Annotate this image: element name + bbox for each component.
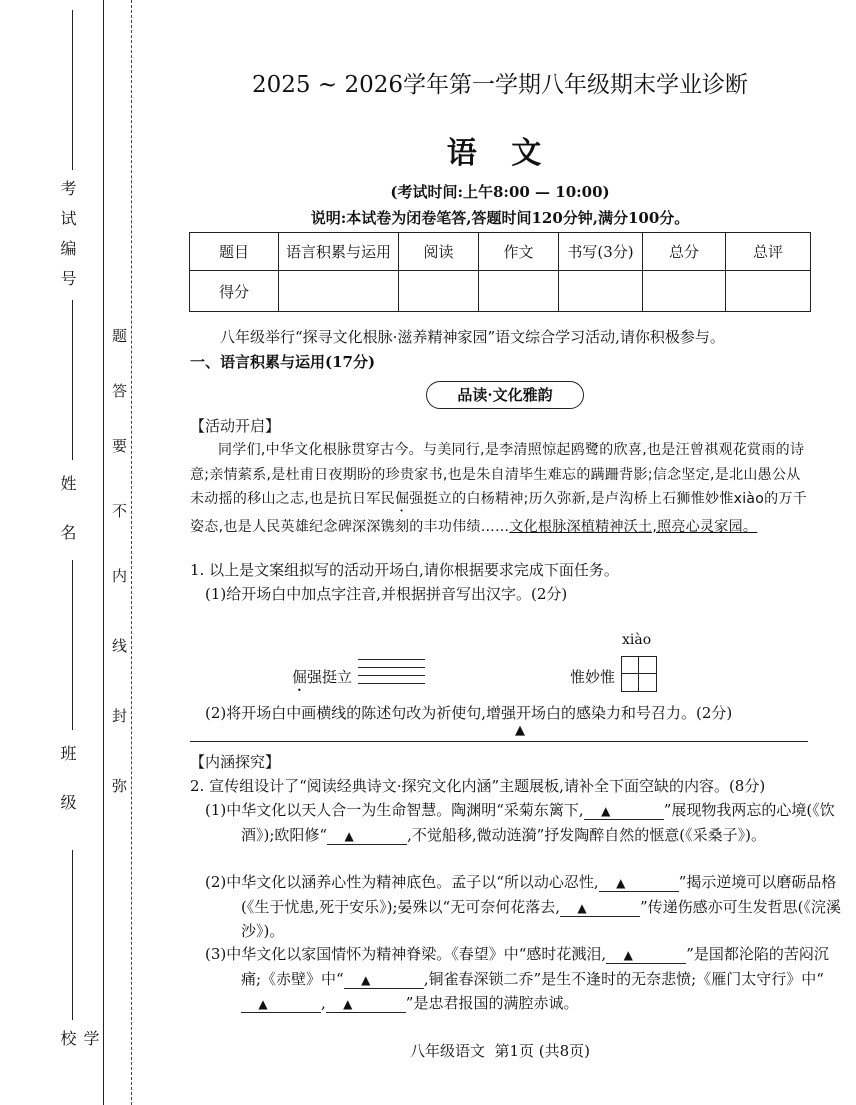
answer-line[interactable] [190, 741, 808, 742]
school-label: 学 校 [58, 1030, 100, 1060]
exam-time: (考试时间:上午8:00 — 10:00) [390, 183, 610, 201]
question-1-1: (1)给开场白中加点字注音,并根据拼音写出汉字。(2分) [205, 585, 568, 603]
seal-char: 封 [112, 707, 128, 725]
seal-char: 不 [112, 502, 128, 520]
blank-field[interactable] [344, 972, 424, 989]
banner-text: 品读·文化雅韵 [457, 386, 553, 404]
blank-field[interactable] [326, 996, 406, 1013]
activity-open-heading: 【活动开启】 [190, 417, 281, 435]
q2-1-text-c: ,不觉船移,微动涟漪”抒发陶醉自然的惬意(《采桑子》)。 [407, 825, 766, 844]
word-rest: 强挺立 [307, 668, 353, 686]
q2-3-text-b: ”是国都沦陷的苦闷沉痛;《赤壁》中“ [241, 945, 829, 988]
class-blank [72, 560, 73, 730]
pinyin-label: xiào [622, 632, 652, 648]
table-header-cell: 作文 [479, 233, 559, 271]
seal-char: 线 [112, 637, 128, 655]
class-label: 班 级 [58, 745, 77, 825]
passage-text-cont: 强挺立的白杨精神;历久弥新,是卢沟桥上石狮惟妙惟xiào的万千姿态,也是人民英雄纪念碑深深镌刻的丰功伟绩…… [190, 491, 808, 535]
table-header-cell: 语言积累与运用 [279, 233, 399, 271]
underlined-sentence: 文化根脉深植精神沃土,照亮心灵家园。 [509, 519, 758, 535]
table-header-cell: 题目 [190, 233, 279, 271]
question-2-2 [205, 870, 846, 944]
score-table-header-row [190, 233, 811, 271]
score-cell[interactable] [559, 271, 643, 312]
name-blank [72, 300, 73, 460]
score-cell[interactable] [479, 271, 559, 312]
question-2-1 [205, 798, 846, 847]
answer-triangle: ▲ [623, 948, 633, 962]
seal-char: 内 [112, 567, 128, 585]
q2-2-text-b: ”揭示逆境可以磨砺品格(《生于忧患,死于安乐》);晏殊以“无可奈何花落去, [241, 873, 837, 916]
question-1: 1. 以上是文案组拟写的活动开场白,请你根据要求完成下面任务。 [190, 561, 619, 579]
blank-field[interactable] [560, 900, 640, 917]
q2-3-text-d: , [321, 994, 326, 1012]
q2-2-text-c: ”传递伤感亦可生发哲思(《浣溪沙》)。 [241, 897, 841, 940]
question-1-2: (2)将开场白中画横线的陈述句改为祈使句,增强开场白的感染力和号召力。(2分) [205, 704, 733, 722]
answer-triangle: ▲ [343, 997, 353, 1011]
score-table-score-row [190, 271, 811, 312]
pinyin-item-2-word: 惟妙惟 [570, 668, 616, 686]
dotted-character: 倔 [394, 491, 410, 507]
blank-field[interactable] [599, 875, 679, 892]
score-row-label: 得分 [190, 271, 279, 312]
pinyin-item-1-word [292, 665, 352, 695]
passage-text: 同学们,中华文化根脉贯穿古今。与美同行,是李清照惊起鸥鹭的欣喜,也是汪曾祺观花赏雨的诗意;亲情萦系,是杜甫日夜期盼的珍贵家书,也是朱自清毕生难忘的蹒跚背影;信念坚定,是北山愚公从未动摇的移山之志,也是抗日军民 [190, 442, 805, 507]
score-cell[interactable] [399, 271, 479, 312]
page-footer: 八年级语文 第1页 (共8页) [409, 1042, 591, 1060]
answer-triangle: ▲ [258, 997, 268, 1011]
explore-heading: 【内涵探究】 [190, 753, 281, 771]
exam-instructions: 说明:本试卷为闭卷笔答,答题时间120分钟,满分100分。 [310, 209, 690, 227]
seal-char: 弥 [112, 777, 128, 795]
section-banner [426, 381, 584, 409]
q2-3-text-a: (3)中华文化以家国情怀为精神脊梁。《春望》中“感时花溅泪, [205, 945, 607, 963]
exam-number-label: 考试编号 [58, 180, 77, 300]
pinyin-answer-lines[interactable] [358, 657, 425, 685]
q2-1-text-a: (1)中华文化以天人合一为生命智慧。陶渊明“采菊东篱下, [205, 801, 584, 819]
seal-char: 题 [112, 327, 128, 345]
subject-title: 语 文 [446, 136, 554, 171]
score-cell[interactable] [279, 271, 399, 312]
q2-2-text-a: (2)中华文化以涵养心性为精神底色。孟子以“所以动心忍性, [205, 873, 599, 891]
table-header-cell: 书写(3分) [559, 233, 643, 271]
blank-field[interactable] [241, 996, 321, 1013]
score-cell[interactable] [726, 271, 811, 312]
character-writing-box[interactable] [621, 656, 657, 692]
seal-char: 答 [112, 382, 128, 400]
table-header-cell: 总分 [643, 233, 726, 271]
blank-field[interactable] [606, 947, 686, 964]
name-label: 姓 名 [58, 475, 77, 555]
score-table [189, 232, 811, 312]
seal-char: 要 [112, 437, 128, 455]
q2-1-text-b: ”展现物我两忘的心境(《饮酒》);欧阳修“ [241, 801, 835, 844]
table-header-cell: 阅读 [399, 233, 479, 271]
question-2-3 [205, 942, 846, 1016]
exam-title: 2025 ~ 2026学年第一学期八年级期末学业诊断 [252, 72, 748, 98]
binding-line-solid [103, 0, 104, 1105]
school-blank [72, 850, 73, 1020]
answer-triangle: ▲ [361, 972, 371, 987]
q2-3-text-e: ”是忠君报国的满腔赤诚。 [405, 994, 579, 1012]
table-header-cell: 总评 [726, 233, 811, 271]
answer-triangle: ▲ [515, 723, 525, 738]
answer-triangle: ▲ [344, 828, 354, 843]
exam-number-blank [72, 10, 73, 170]
intro-text: 八年级举行“探寻文化根脉·滋养精神家园”语文综合学习活动,请你积极参与。 [220, 328, 725, 346]
answer-triangle: ▲ [601, 804, 611, 818]
opening-passage [190, 438, 810, 540]
answer-triangle: ▲ [577, 900, 587, 915]
answer-triangle: ▲ [616, 876, 626, 890]
question-2: 2. 宣传组设计了“阅读经典诗文·探究文化内涵”主题展板,请补全下面空缺的内容。(8分) [190, 777, 766, 795]
q2-3-text-c: ,铜雀春深锁二乔”是生不逢时的无奈悲愤;《雁门太守行》中“ [423, 969, 824, 988]
section1-title: 一、语言积累与运用(17分) [190, 353, 376, 371]
dotted-character: 倔 [292, 668, 308, 686]
blank-field[interactable] [327, 828, 407, 845]
score-cell[interactable] [643, 271, 726, 312]
blank-field[interactable] [584, 803, 664, 820]
binding-line-dashed [131, 0, 132, 1105]
